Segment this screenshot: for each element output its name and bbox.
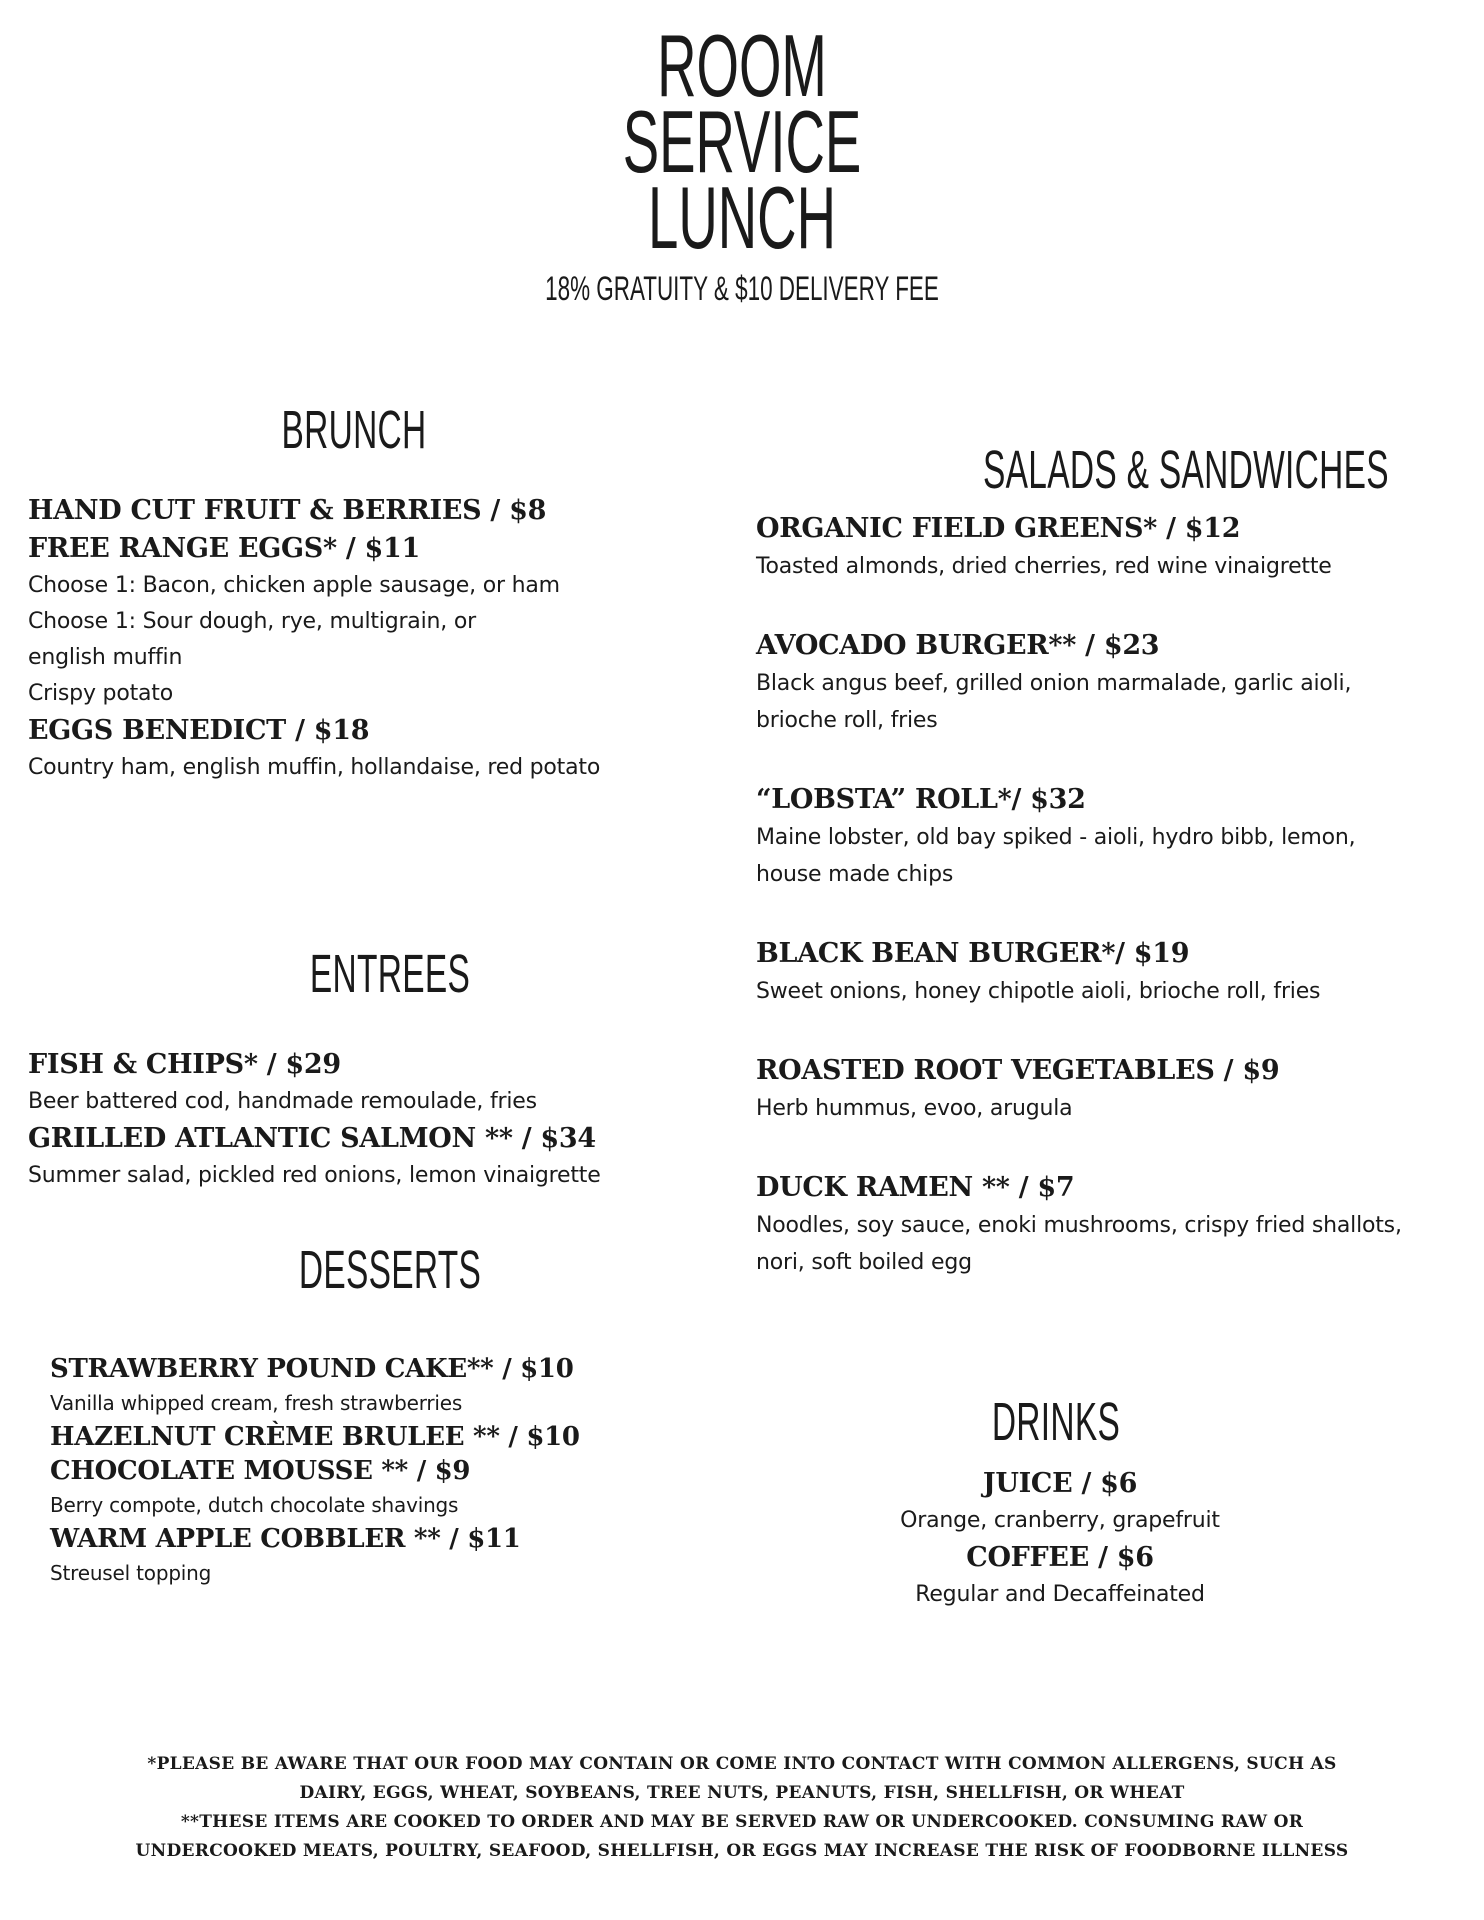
menu-item-description: Sweet onions, honey chipotle aioli, brioche roll, fries xyxy=(756,979,1321,1004)
menu-item xyxy=(756,627,1476,739)
fee-subtitle: 18% GRATUITY & $10 DELIVERY FEE xyxy=(545,270,939,308)
menu-item-title: JUICE / $6 xyxy=(982,1468,1138,1499)
menu-item-description: Country ham, english muffin, hollandaise, red potato xyxy=(28,755,601,780)
menu-item-description: Vanilla whipped cream, fresh strawberries xyxy=(50,1391,463,1415)
menu-item-title: CHOCOLATE MOUSSE ** / $9 xyxy=(50,1456,471,1486)
menu-item xyxy=(50,1522,690,1590)
menu-item-description: brioche roll, fries xyxy=(756,708,938,733)
menu-item xyxy=(28,1046,688,1120)
menu-title xyxy=(0,16,1484,267)
menu-item-title: GRILLED ATLANTIC SALMON ** / $34 xyxy=(28,1123,596,1154)
menu-item xyxy=(756,781,1476,893)
menu-item-title: AVOCADO BURGER** / $23 xyxy=(756,630,1160,661)
disclaimer-line: UNDERCOOKED MEATS, POULTRY, SEAFOOD, SHELLFISH, OR EGGS MAY INCREASE THE RISK OF FOODBORNE ILLNESS xyxy=(135,1841,1349,1861)
salads-heading: SALADS & SANDWICHES xyxy=(983,440,1389,500)
menu-item-description: house made chips xyxy=(756,862,954,887)
menu-item xyxy=(756,1169,1476,1281)
menu-item-title: DUCK RAMEN ** / $7 xyxy=(756,1172,1075,1203)
menu-item-title: ORGANIC FIELD GREENS* / $12 xyxy=(756,513,1241,544)
disclaimer-line: DAIRY, EGGS, WHEAT, SOYBEANS, TREE NUTS, PEANUTS, FISH, SHELLFISH, OR WHEAT xyxy=(299,1783,1185,1803)
menu-item-description: Herb hummus, evoo, arugula xyxy=(756,1096,1073,1121)
menu-item-description: Berry compote, dutch chocolate shavings xyxy=(50,1493,459,1517)
disclaimer-line: **THESE ITEMS ARE COOKED TO ORDER AND MAY BE SERVED RAW OR UNDERCOOKED. CONSUMING RAW OR xyxy=(180,1812,1304,1832)
menu-item xyxy=(28,1120,688,1194)
menu-item-description: Maine lobster, old bay spiked - aioli, hydro bibb, lemon, xyxy=(756,825,1356,850)
menu-item-description: Noodles, soy sauce, enoki mushrooms, crispy fried shallots, xyxy=(756,1213,1402,1238)
allergen-disclaimer xyxy=(60,1750,1424,1866)
menu-item-description: Toasted almonds, dried cherries, red wine vinaigrette xyxy=(756,554,1332,579)
entrees-items xyxy=(28,1046,688,1194)
menu-item-description: nori, soft boiled egg xyxy=(756,1250,972,1275)
entrees-heading: ENTREES xyxy=(309,944,471,1004)
menu-item-description: Crispy potato xyxy=(28,681,173,706)
menu-item xyxy=(756,935,1476,1010)
menu-item-description: english muffin xyxy=(28,645,183,670)
menu-item-description: Choose 1: Bacon, chicken apple sausage, or ham xyxy=(28,573,560,598)
menu-item xyxy=(50,1454,690,1522)
menu-item-title: BLACK BEAN BURGER*/ $19 xyxy=(756,938,1190,969)
menu-item-description: Streusel topping xyxy=(50,1561,212,1585)
title-line: LUNCH xyxy=(648,168,836,267)
menu-item-title: STRAWBERRY POUND CAKE** / $10 xyxy=(50,1354,574,1384)
menu-item-description: Regular and Decaffeinated xyxy=(915,1582,1205,1607)
menu-item xyxy=(28,712,688,786)
menu-item xyxy=(28,492,688,530)
desserts-items xyxy=(50,1352,690,1590)
menu-item-description: Choose 1: Sour dough, rye, multigrain, or xyxy=(28,609,476,634)
menu-item-title: “LOBSTA” ROLL*/ $32 xyxy=(756,784,1086,815)
salads-items xyxy=(756,510,1476,1323)
menu-item xyxy=(28,530,688,712)
menu-item xyxy=(836,1465,1284,1539)
drinks-heading: DRINKS xyxy=(991,1392,1121,1452)
brunch-heading: BRUNCH xyxy=(281,400,427,460)
menu-item-title: WARM APPLE COBBLER ** / $11 xyxy=(50,1524,521,1554)
menu-item-title: HAZELNUT CRÈME BRULEE ** / $10 xyxy=(50,1422,580,1452)
menu-item xyxy=(756,1052,1476,1127)
menu-item xyxy=(756,510,1476,585)
title-line: ROOM xyxy=(657,16,827,115)
menu-item-description: Orange, cranberry, grapefruit xyxy=(900,1508,1220,1533)
menu-item xyxy=(836,1539,1284,1613)
menu-item-title: COFFEE / $6 xyxy=(966,1542,1154,1573)
menu-item-title: ROASTED ROOT VEGETABLES / $9 xyxy=(756,1055,1280,1086)
menu-item-description: Black angus beef, grilled onion marmalade, garlic aioli, xyxy=(756,671,1352,696)
menu-item-title: FISH & CHIPS* / $29 xyxy=(28,1049,341,1080)
menu-item-title: EGGS BENEDICT / $18 xyxy=(28,715,370,746)
menu-item-title: HAND CUT FRUIT & BERRIES / $8 xyxy=(28,495,547,526)
menu-item-description: Beer battered cod, handmade remoulade, fries xyxy=(28,1089,537,1114)
brunch-items xyxy=(28,492,688,786)
menu-item xyxy=(50,1420,690,1454)
desserts-heading: DESSERTS xyxy=(298,1240,482,1300)
drinks-items xyxy=(836,1465,1284,1613)
menu-item-description: Summer salad, pickled red onions, lemon vinaigrette xyxy=(28,1163,601,1188)
title-line: SERVICE xyxy=(622,92,862,191)
menu-item xyxy=(50,1352,690,1420)
disclaimer-line: *PLEASE BE AWARE THAT OUR FOOD MAY CONTAIN OR COME INTO CONTACT WITH COMMON ALLERGENS, SUCH AS xyxy=(147,1754,1337,1774)
menu-item-title: FREE RANGE EGGS* / $11 xyxy=(28,533,421,564)
